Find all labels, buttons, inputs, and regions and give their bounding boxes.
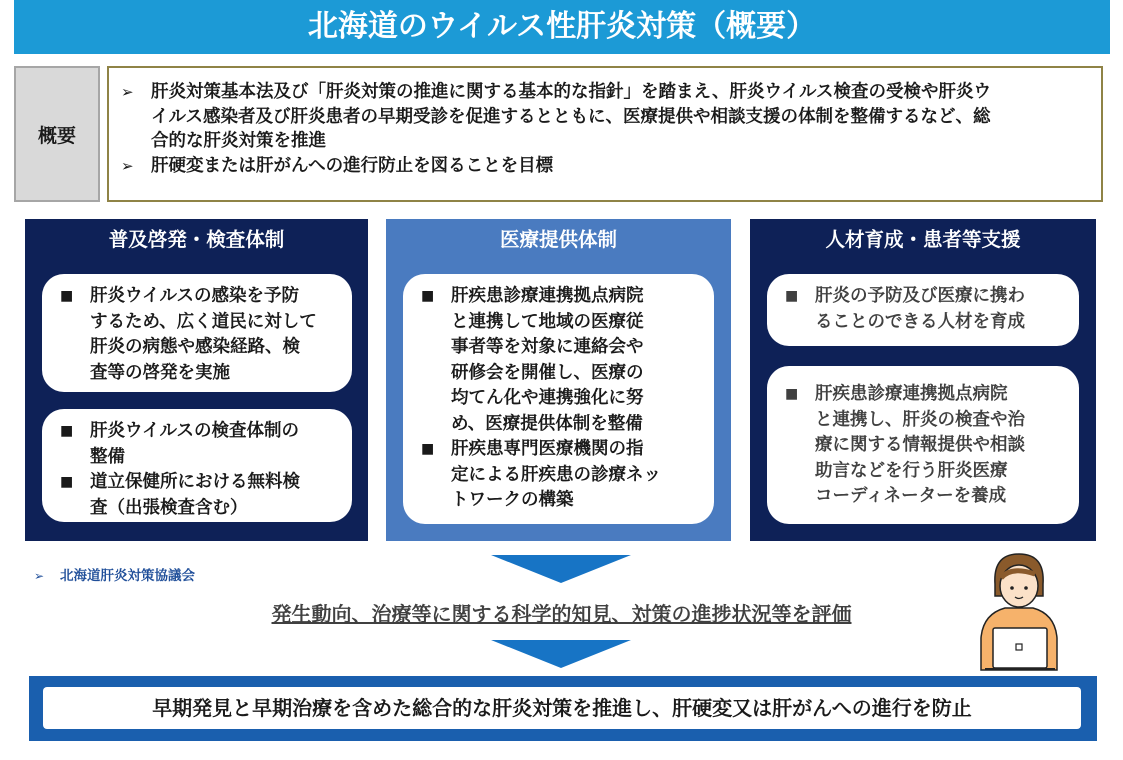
card-bullet — [60, 284, 342, 386]
overview-label: 概要 — [14, 66, 100, 202]
arrow-bullet-icon: ➢ — [121, 83, 134, 101]
info-card — [42, 274, 352, 392]
down-arrow-icon — [491, 555, 631, 583]
card-line: するため、広く道民に対して — [90, 311, 317, 332]
card-line: 整備 — [90, 446, 125, 467]
overview-line: 肝炎対策基本法及び「肝炎対策の推進に関する基本的な指針」を踏まえ、肝炎ウイルス検査の受検や肝炎ウ — [151, 82, 991, 102]
council-text: 北海道肝炎対策協議会 — [60, 568, 195, 584]
square-bullet-icon: ■ — [421, 441, 435, 457]
card-line: 査（出張検査含む） — [90, 497, 248, 518]
card-line: 道立保健所における無料検 — [90, 472, 300, 492]
down-arrow-icon — [491, 640, 631, 668]
card-bullet — [421, 284, 704, 437]
square-bullet-icon: ■ — [421, 288, 435, 304]
square-bullet-icon: ■ — [785, 386, 799, 402]
card-line: 査等の啓発を実施 — [90, 362, 230, 383]
page-title: 北海道のウイルス性肝炎対策（概要） — [14, 0, 1110, 54]
column-heading: 人材育成・患者等支援 — [825, 228, 1021, 251]
card-line: と連携して地域の医療従 — [451, 311, 644, 332]
card-line: 肝炎ウイルスの検査体制の — [90, 421, 299, 441]
card-bullet — [60, 470, 342, 521]
card-bullet — [785, 382, 1069, 510]
overview-line: 合的な肝炎対策を推進 — [151, 131, 326, 151]
card-line: 療に関する情報提供や相談 — [815, 435, 1025, 455]
card-line: 肝炎ウイルスの感染を予防 — [90, 286, 299, 306]
info-card — [767, 274, 1079, 346]
square-bullet-icon: ■ — [60, 288, 74, 304]
card-line: 定による肝疾患の診療ネッ — [451, 464, 661, 485]
card-line: 助言などを行う肝炎医療 — [815, 460, 1008, 481]
column-medical-care — [386, 219, 731, 541]
card-line: と連携し、肝炎の検査や治 — [815, 409, 1025, 430]
card-line: 肝疾患診療連携拠点病院 — [451, 286, 644, 306]
card-bullet — [60, 419, 342, 470]
goal-banner — [29, 676, 1097, 741]
overview-bullet — [121, 80, 1085, 154]
column-heading: 医療提供体制 — [499, 228, 617, 251]
arrow-bullet-icon: ➢ — [121, 156, 134, 175]
info-card — [42, 409, 352, 522]
council-label — [34, 564, 195, 584]
card-line: 肝炎の病態や感染経路、検 — [90, 337, 300, 357]
card-bullet — [421, 437, 704, 514]
goal-text: 早期発見と早期治療を含めた総合的な肝炎対策を推進し、肝硬変又は肝がんへの進行を防止 — [43, 687, 1081, 729]
card-line: 事者等を対象に連絡会や — [451, 337, 644, 357]
column-awareness-testing — [25, 219, 368, 541]
square-bullet-icon: ■ — [60, 474, 74, 490]
square-bullet-icon: ■ — [785, 288, 799, 304]
overview-bullet — [121, 154, 1085, 179]
evaluation-text: 発生動向、治療等に関する科学的知見、対策の進捗状況等を評価 — [271, 602, 852, 626]
card-bullet — [785, 284, 1069, 335]
column-personnel-support — [750, 219, 1096, 541]
arrow-bullet-icon: ➢ — [34, 569, 45, 583]
card-line: 研修会を開催し、医療の — [451, 362, 644, 383]
card-line: トワークの構築 — [451, 490, 574, 510]
card-line: 均てん化や連携強化に努 — [451, 388, 644, 408]
overview-line: イルス感染者及び肝炎患者の早期受診を促進するとともに、医療提供や相談支援の体制を整備するなど、総 — [151, 106, 991, 127]
card-line: 肝疾患診療連携拠点病院 — [815, 384, 1008, 404]
info-card — [403, 274, 714, 524]
column-heading: 普及啓発・検査体制 — [108, 228, 285, 251]
overview-line: 肝硬変または肝がんへの進行防止を図ることを目標 — [151, 155, 554, 176]
overview-box — [107, 66, 1103, 202]
square-bullet-icon: ■ — [60, 423, 74, 439]
person-with-laptop-icon — [975, 548, 1063, 672]
card-line: め、医療提供体制を整備 — [451, 413, 643, 434]
card-line: コーディネーターを養成 — [815, 486, 1007, 506]
overview-section — [14, 66, 1103, 203]
info-card — [767, 366, 1079, 524]
card-line: 肝炎の予防及び医療に携わ — [815, 286, 1025, 306]
card-line: ることのできる人材を育成 — [815, 311, 1025, 332]
card-line: 肝疾患専門医療機関の指 — [451, 439, 644, 459]
